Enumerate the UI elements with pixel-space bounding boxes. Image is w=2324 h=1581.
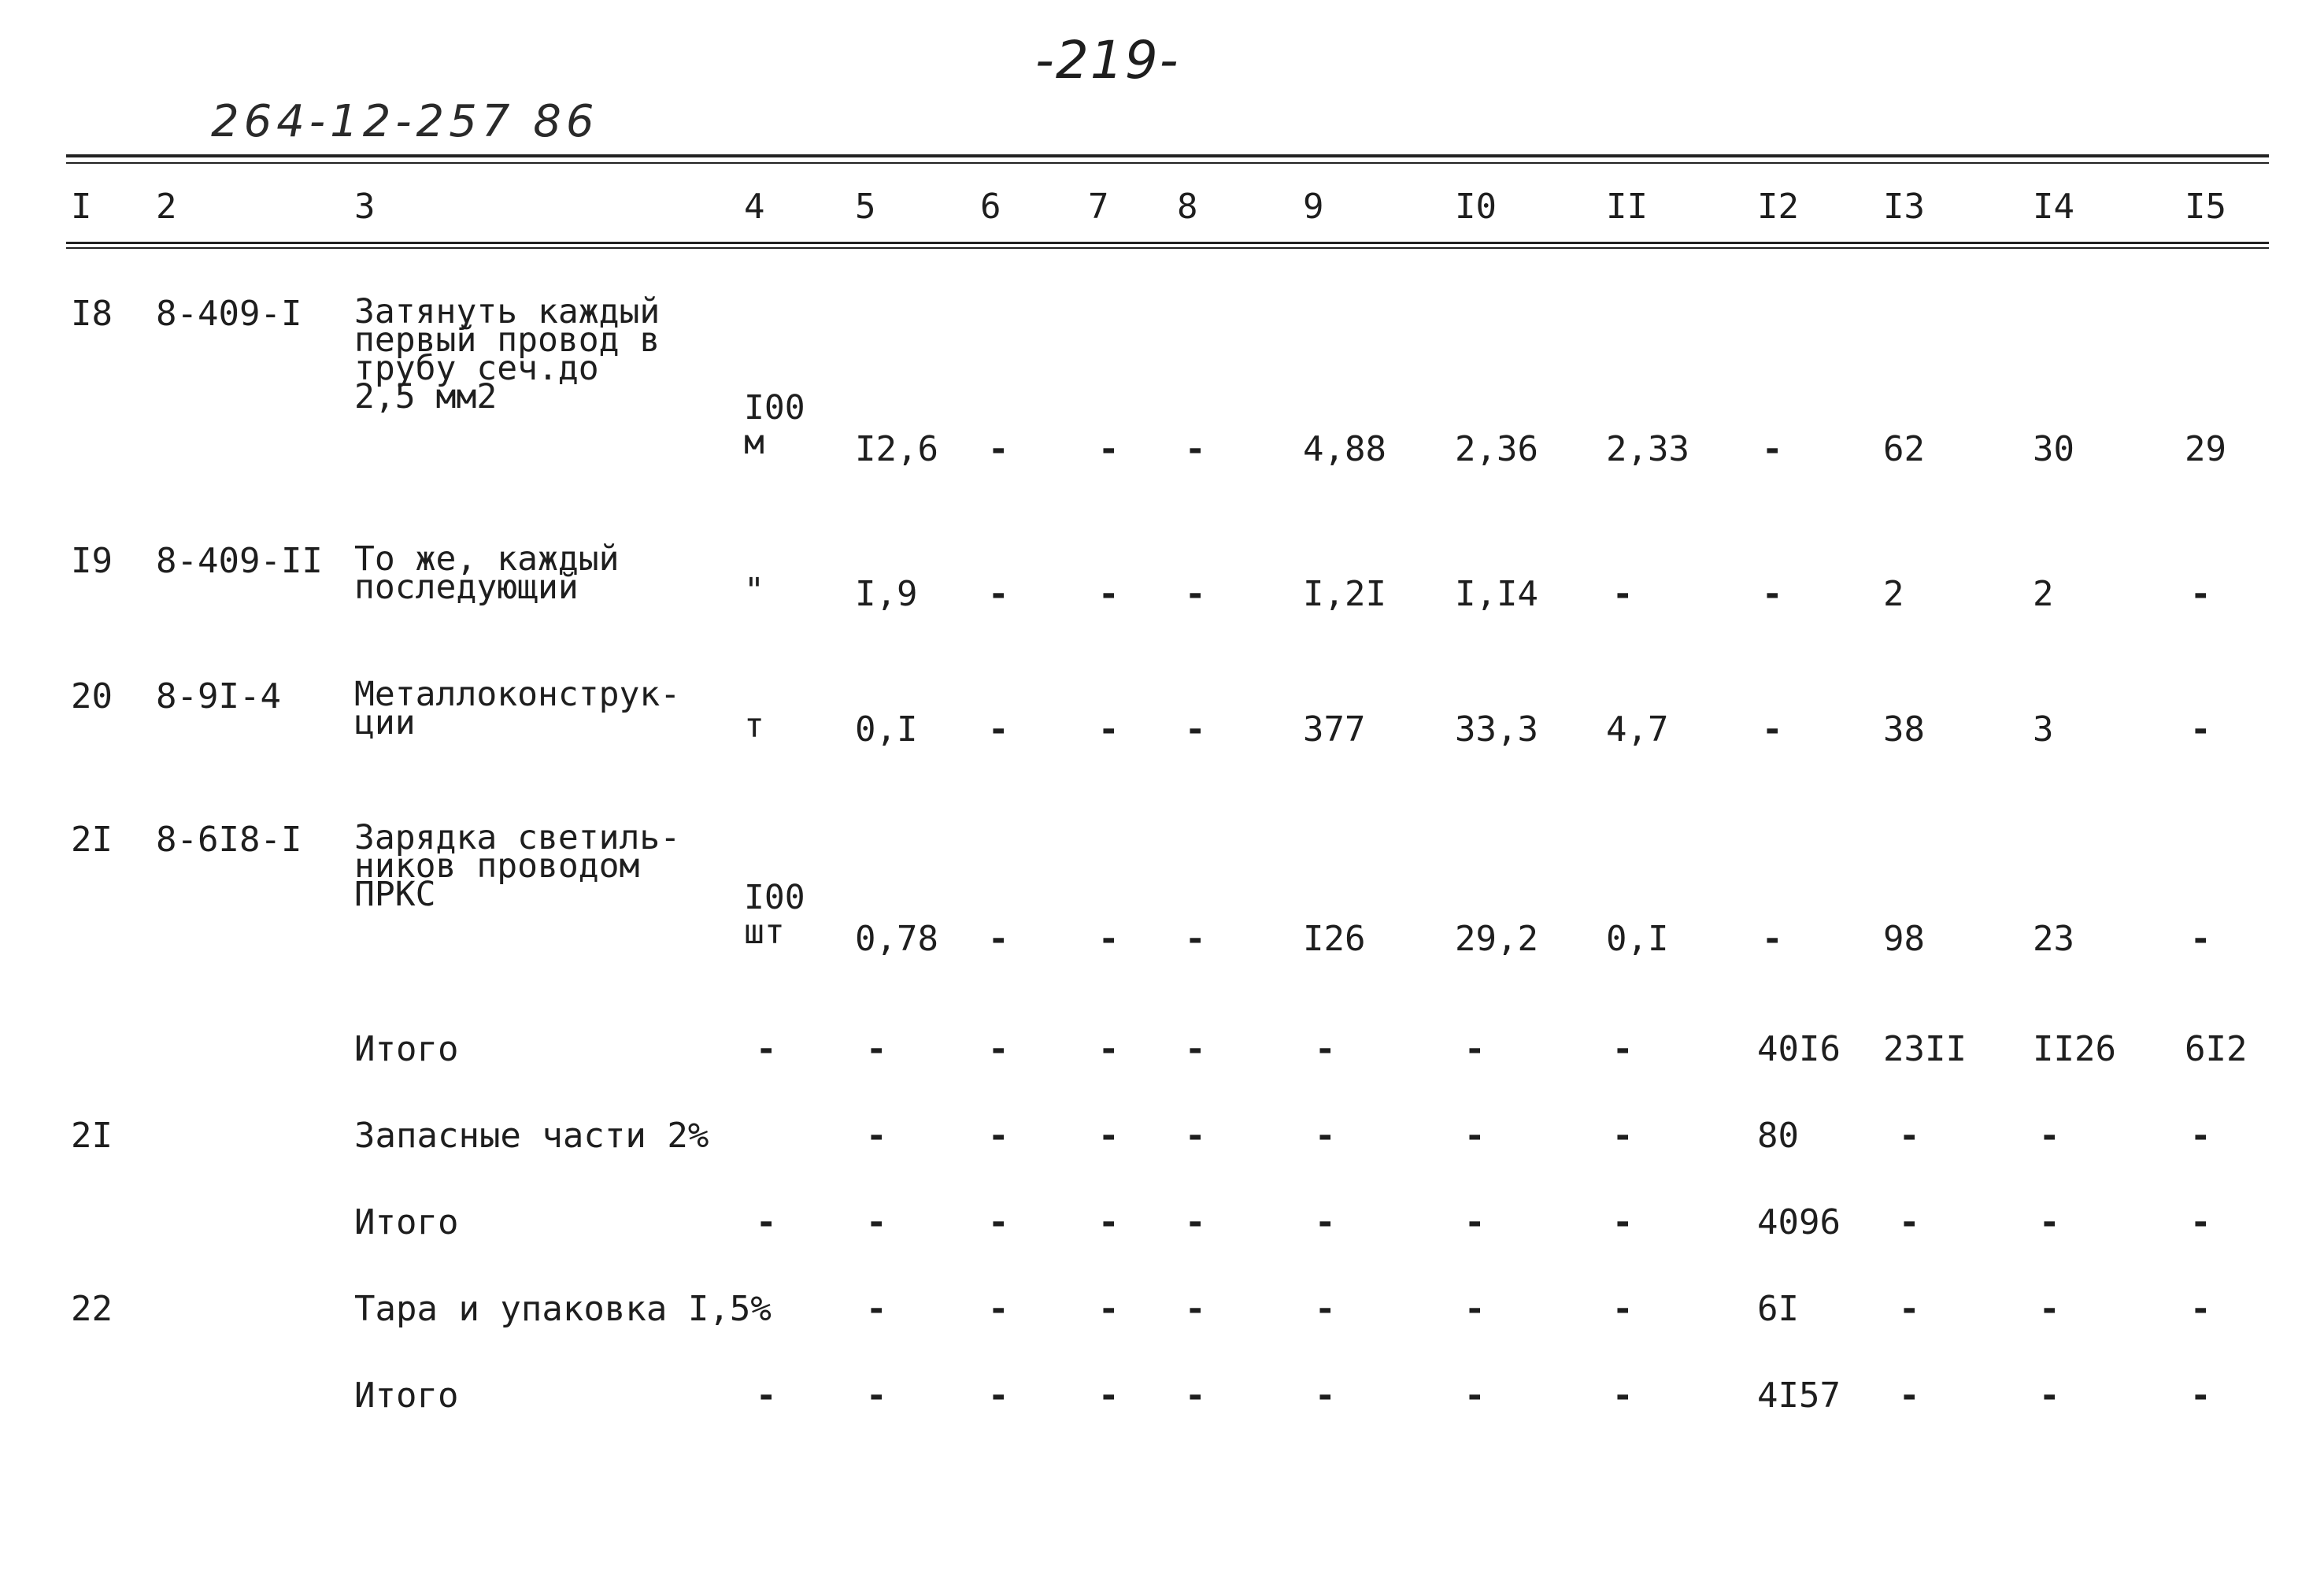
table-cell: - [1612,1116,1634,1156]
table-cell: - [2190,574,2211,614]
column-header: 8 [1177,187,1198,227]
unit-of-measure: - [756,1376,777,1416]
unit-of-measure: - [756,1202,777,1242]
table-cell: - [988,1289,1009,1329]
table-cell: - [866,1289,887,1329]
table-cell: I,2I [1303,574,1386,614]
row-number: I9 [71,541,113,581]
table-cell: - [1315,1202,1336,1242]
table-cell: 2,36 [1455,429,1538,469]
table-cell: II26 [2033,1029,2116,1069]
work-description: Итого [354,1029,459,1069]
table-cell: - [1612,1289,1634,1329]
column-header: I5 [2185,187,2226,227]
table-cell: 2 [1883,574,1904,614]
table-cell: - [988,429,1009,469]
table-cell: - [1098,574,1119,614]
table-cell: - [1762,429,1783,469]
table-cell: - [1464,1376,1486,1416]
table-cell: 98 [1883,919,1925,959]
row-number: 2I [71,1116,113,1156]
table-cell: - [1762,574,1783,614]
table-cell: - [1098,1202,1119,1242]
table-cell: - [1315,1116,1336,1156]
table-cell: 0,I [1606,919,1669,959]
table-cell: - [1612,1029,1634,1069]
table-cell: - [1185,1202,1206,1242]
table-cell: - [1612,1376,1634,1416]
row-number: 2I [71,820,113,860]
table-cell: - [2190,709,2211,750]
table-cell: 29 [2185,429,2226,469]
table-cell: - [1185,1116,1206,1156]
column-header: I [71,187,92,227]
table-cell: - [1185,1289,1206,1329]
column-header: 9 [1303,187,1324,227]
table-cell: - [988,709,1009,750]
table-cell: - [1098,1376,1119,1416]
table-cell: 30 [2033,429,2074,469]
table-cell: - [1315,1029,1336,1069]
table-cell: - [1899,1202,1920,1242]
table-cell: 377 [1303,709,1366,750]
unit-of-measure: I00 м [744,388,805,462]
rate-code: 8-9I-4 [156,676,281,716]
unit-of-measure: I00 шт [744,878,805,952]
table-cell: 80 [1757,1116,1799,1156]
table-cell: 23II [1883,1029,1967,1069]
column-header: 4 [744,187,765,227]
table-cell: - [1098,1116,1119,1156]
column-header: I4 [2033,187,2074,227]
column-header: I2 [1757,187,1799,227]
table-cell: - [1185,1376,1206,1416]
table-cell: 6I2 [2185,1029,2248,1069]
table-cell: - [866,1202,887,1242]
table-cell: 4096 [1757,1202,1841,1242]
table-cell: - [866,1376,887,1416]
row-number: 22 [71,1289,113,1329]
table-cell: - [1315,1376,1336,1416]
table-cell: 29,2 [1455,919,1538,959]
table-cell: - [2039,1116,2060,1156]
table-cell: - [988,1029,1009,1069]
table-cell: 62 [1883,429,1925,469]
work-description: Затянуть каждый первый провод в трубу сеч.до 2,5 мм2 [354,292,661,417]
table-cell: I26 [1303,919,1366,959]
table-cell: - [988,1116,1009,1156]
table-cell: - [1899,1289,1920,1329]
table-cell: 6I [1757,1289,1799,1329]
column-header: I3 [1883,187,1925,227]
table-cell: - [1464,1116,1486,1156]
table-cell: - [1762,709,1783,750]
unit-of-measure: " [744,571,764,610]
work-description: То же, каждый последующий [354,539,620,607]
table-cell: - [1899,1376,1920,1416]
table-cell: - [1098,919,1119,959]
table-cell: - [2039,1202,2060,1242]
column-header: I0 [1455,187,1497,227]
table-cell: I,I4 [1455,574,1538,614]
table-cell: - [1899,1116,1920,1156]
row-number: I8 [71,294,113,334]
table-cell: 0,78 [855,919,938,959]
table-cell: - [2190,1202,2211,1242]
work-description: Итого [354,1202,459,1242]
table-cell: - [1185,429,1206,469]
table-cell: - [1464,1029,1486,1069]
table-cell: - [988,574,1009,614]
table-cell: 0,I [855,709,918,750]
work-description: Зарядка светиль- ников проводом ПРКС [354,818,681,914]
top-rule-thin [66,162,2269,164]
table-cell: - [2190,1376,2211,1416]
work-description: Металлоконструк- ции [354,675,681,742]
table-cell: - [2039,1289,2060,1329]
table-cell: - [2190,919,2211,959]
table-cell: - [866,1116,887,1156]
page-number: -219- [1035,30,1180,91]
table-cell: - [2039,1376,2060,1416]
table-cell: - [2190,1116,2211,1156]
table-cell: - [2190,1289,2211,1329]
table-cell: - [1185,709,1206,750]
table-cell: 38 [1883,709,1925,750]
table-cell: - [1315,1289,1336,1329]
work-description: Тара и упаковка I,5% [354,1289,772,1329]
table-cell: 2,33 [1606,429,1689,469]
table-cell: - [866,1029,887,1069]
header-rule-thin [66,247,2269,249]
work-description: Итого [354,1376,459,1416]
rate-code: 8-409-I [156,294,302,334]
table-cell: 33,3 [1455,709,1538,750]
table-cell: - [988,1376,1009,1416]
rate-code: 8-409-II [156,541,323,581]
table-cell: 4,88 [1303,429,1386,469]
top-rule [66,154,2269,157]
table-cell: 23 [2033,919,2074,959]
table-cell: - [1464,1289,1486,1329]
table-cell: - [1762,919,1783,959]
table-cell: - [1098,1289,1119,1329]
table-cell: I,9 [855,574,918,614]
table-cell: - [1098,709,1119,750]
column-header: II [1606,187,1648,227]
table-cell: - [988,919,1009,959]
column-header: 3 [354,187,376,227]
table-cell: 4I57 [1757,1376,1841,1416]
unit-of-measure: т [744,706,764,746]
table-cell: 3 [2033,709,2054,750]
column-header: 7 [1088,187,1109,227]
header-rule [66,242,2269,244]
table-cell: - [1612,1202,1634,1242]
table-cell: - [1464,1202,1486,1242]
table-cell: - [988,1202,1009,1242]
column-header: 6 [980,187,1001,227]
rate-code: 8-6I8-I [156,820,302,860]
table-cell: - [1098,429,1119,469]
table-cell: - [1185,919,1206,959]
column-header: 2 [156,187,177,227]
column-header: 5 [855,187,876,227]
table-cell: - [1612,574,1634,614]
unit-of-measure: - [756,1029,777,1069]
row-number: 20 [71,676,113,716]
table-cell: 2 [2033,574,2054,614]
table-cell: 4,7 [1606,709,1669,750]
table-cell: I2,6 [855,429,938,469]
table-cell: 40I6 [1757,1029,1841,1069]
table-cell: - [1098,1029,1119,1069]
document-code: 264-12-257 86 [211,96,599,147]
table-cell: - [1185,1029,1206,1069]
table-cell: - [1185,574,1206,614]
work-description: Запасные части 2% [354,1116,709,1156]
